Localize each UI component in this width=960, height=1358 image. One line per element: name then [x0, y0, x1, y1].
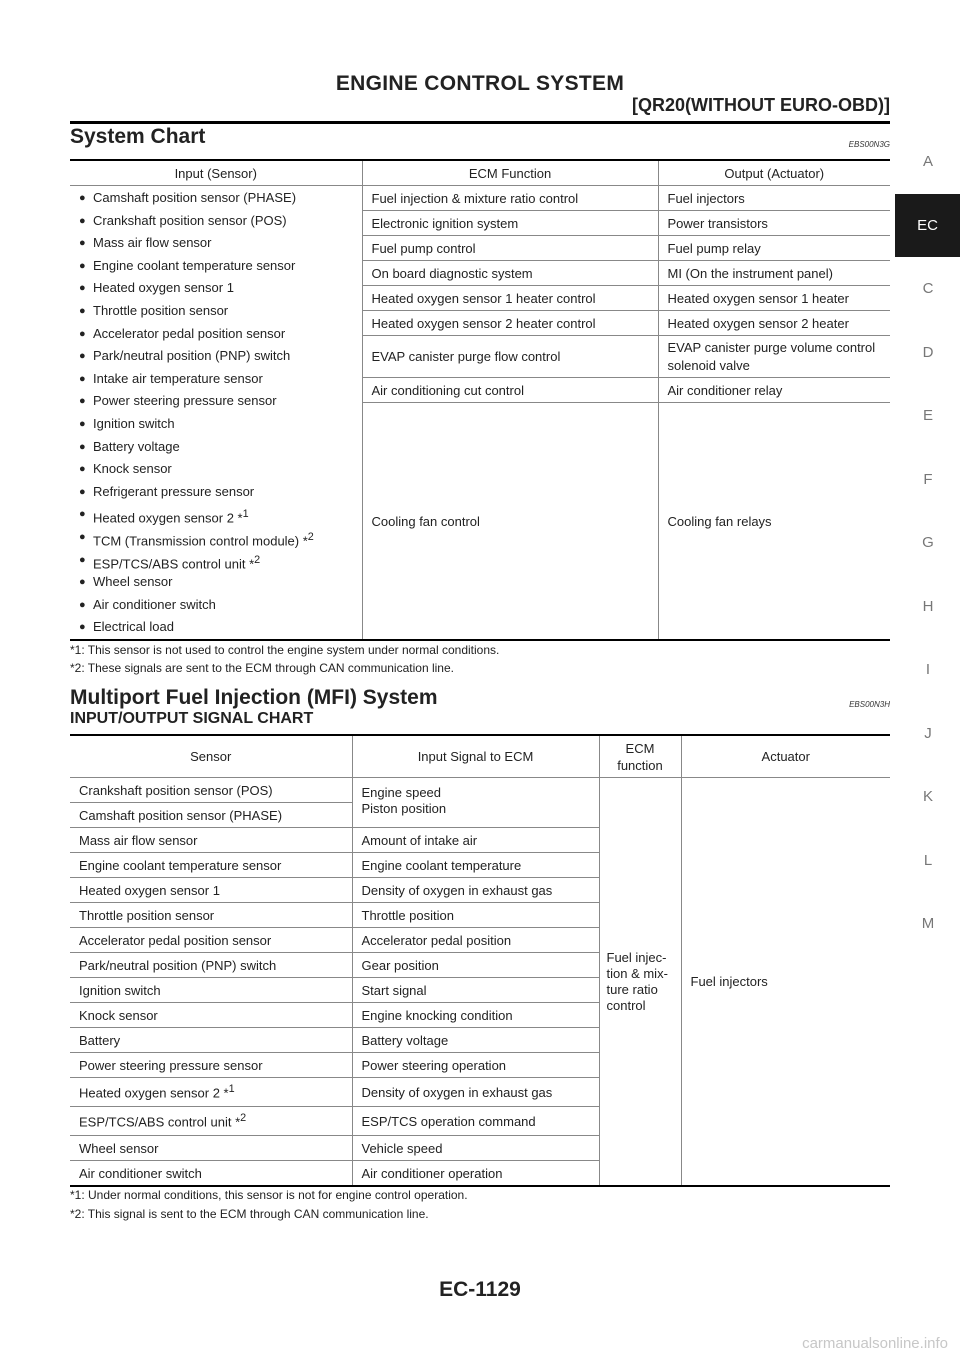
footnote-ref: 2: [240, 1112, 247, 1125]
sensor-cell: ESP/TCS/ABS control unit *$^2$: [70, 1107, 352, 1136]
nav-item-a[interactable]: A: [922, 153, 933, 170]
sensor-cell: Heated oxygen sensor 2 *$^1$: [70, 1078, 352, 1107]
nav-item-k[interactable]: K: [922, 788, 933, 805]
nav-item-g[interactable]: G: [922, 534, 934, 551]
signal-cell: Throttle position: [352, 903, 599, 928]
sensor-cell: Accelerator pedal position sensor: [70, 928, 352, 953]
nav-item-f[interactable]: F: [923, 470, 933, 488]
sensor-cell: Ignition switch: [70, 978, 352, 1003]
table-header-row: [70, 160, 890, 186]
nav-item-h[interactable]: H: [922, 597, 934, 615]
signal-cell: Vehicle speed: [352, 1136, 599, 1161]
nav-item-c[interactable]: C: [922, 280, 934, 297]
output-cell: Heated oxygen sensor 1 heater: [658, 286, 890, 311]
list-item: ● Heated oxygen sensor 2 *$^1$: [79, 503, 353, 526]
signal-cell: Density of oxygen in exhaust gas: [352, 1078, 599, 1107]
ecm-function-cell: EVAP canister purge flow control: [362, 336, 658, 378]
sensor-cell: Park/neutral position (PNP) switch: [70, 953, 352, 978]
ecm-function-cell: Heated oxygen sensor 2 heater control: [362, 311, 658, 336]
output-cell: Air conditioner relay: [658, 378, 890, 403]
footnote: *2: These signals are sent to the ECM through CAN communication line.: [70, 661, 454, 675]
list-item: ● Throttle position sensor: [79, 300, 353, 323]
footnote-ref: 2: [307, 530, 314, 543]
signal-cell: Amount of intake air: [352, 828, 599, 853]
page-subtitle: [QR20(WITHOUT EURO-OBD)]: [632, 95, 890, 115]
ecm-function-cell: Cooling fan control: [362, 403, 658, 641]
system-chart-title: System Chart: [70, 125, 206, 148]
list-item: ● Crankshaft position sensor (POS): [79, 210, 353, 233]
footnote-ref: 1: [228, 1083, 235, 1096]
mfi-section-code: EBS00N3H: [849, 700, 890, 709]
page-header: [0, 72, 960, 96]
nav-item-m[interactable]: M: [921, 915, 935, 932]
output-cell: Fuel injectors: [658, 186, 890, 211]
sensor-cell: Mass air flow sensor: [70, 828, 352, 853]
output-cell: Power transistors: [658, 211, 890, 236]
list-item: ● Heated oxygen sensor 1: [79, 277, 353, 300]
table-header-row: [70, 735, 890, 778]
footnote-ref: 1: [242, 508, 249, 521]
output-cell: EVAP canister purge volume control solenoid valve: [658, 336, 890, 378]
list-item: ● Engine coolant temperature sensor: [79, 255, 353, 278]
signal-cell: Air conditioner operation: [352, 1161, 599, 1187]
ecm-function-cell: Fuel pump control: [362, 236, 658, 261]
list-item: ● Refrigerant pressure sensor: [79, 481, 353, 504]
ecm-function-cell: Electronic ignition system: [362, 211, 658, 236]
list-item: ● Wheel sensor: [79, 571, 353, 594]
sensor-cell: Battery: [70, 1028, 352, 1053]
page-title: ENGINE CONTROL SYSTEM: [335, 72, 625, 95]
list-item: ● Power steering pressure sensor: [79, 390, 353, 413]
sensor-cell: Knock sensor: [70, 1003, 352, 1028]
mfi-subtitle: INPUT/OUTPUT SIGNAL CHART: [70, 710, 314, 727]
list-item: ● Ignition switch: [79, 413, 353, 436]
footnote: *2: This signal is sent to the ECM through CAN communication line.: [70, 1207, 429, 1221]
signal-cell: ESP/TCS operation command: [352, 1107, 599, 1136]
column-header: Input Signal to ECM: [352, 735, 599, 778]
output-cell: Cooling fan relays: [658, 403, 890, 641]
signal-cell: Start signal: [352, 978, 599, 1003]
list-item: ● Battery voltage: [79, 436, 353, 459]
ecm-function-cell: Fuel injection & mixture ratio control: [362, 186, 658, 211]
sensor-cell: Air conditioner switch: [70, 1161, 352, 1187]
column-header: Sensor: [70, 735, 352, 778]
input-sensor-cell: [70, 186, 362, 641]
ecm-function-cell: Fuel injec- tion & mix- ture ratio control: [599, 778, 681, 1187]
column-header: Output (Actuator): [658, 160, 890, 186]
signal-cell: Accelerator pedal position: [352, 928, 599, 953]
ecm-function-cell: Air conditioning cut control: [362, 378, 658, 403]
sensor-cell: Crankshaft position sensor (POS): [70, 778, 352, 803]
page-number: EC-1129: [439, 1278, 521, 1301]
list-item: ● Mass air flow sensor: [79, 232, 353, 255]
signal-cell: Engine coolant temperature: [352, 853, 599, 878]
header-rule: [70, 121, 890, 124]
list-item: ● Park/neutral position (PNP) switch: [79, 345, 353, 368]
list-item: ● Knock sensor: [79, 458, 353, 481]
sensor-cell: Engine coolant temperature sensor: [70, 853, 352, 878]
table-row: [70, 778, 890, 803]
sensor-cell: Camshaft position sensor (PHASE): [70, 803, 352, 828]
list-item: ● Intake air temperature sensor: [79, 368, 353, 391]
nav-item-e[interactable]: E: [922, 407, 933, 424]
io-signal-table: [70, 734, 890, 1187]
list-item: ● ESP/TCS/ABS control unit *$^2$: [79, 549, 353, 572]
footnote-ref: 2: [254, 553, 261, 566]
sensor-cell: Power steering pressure sensor: [70, 1053, 352, 1078]
signal-cell: Battery voltage: [352, 1028, 599, 1053]
signal-cell: Engine speed Piston position: [352, 778, 599, 828]
list-item: ● Electrical load: [79, 616, 353, 639]
list-item: ● Air conditioner switch: [79, 594, 353, 617]
actuator-cell: Fuel injectors: [681, 778, 890, 1187]
column-header: Actuator: [681, 735, 890, 778]
column-header: ECM Function: [362, 160, 658, 186]
footnote: *1: Under normal conditions, this sensor is not for engine control operation.: [70, 1188, 468, 1202]
table-row: [70, 186, 890, 211]
sensor-cell: Heated oxygen sensor 1: [70, 878, 352, 903]
section-index-nav: [896, 130, 960, 956]
list-item: ● TCM (Transmission control module) *$^2$: [79, 526, 353, 549]
signal-cell: Power steering operation: [352, 1053, 599, 1078]
signal-cell: Engine knocking condition: [352, 1003, 599, 1028]
watermark: carmanualsonline.info: [802, 1335, 948, 1352]
system-chart-code: EBS00N3G: [848, 140, 890, 149]
sensor-cell: Wheel sensor: [70, 1136, 352, 1161]
ecm-function-cell: On board diagnostic system: [362, 261, 658, 286]
list-item: ● Camshaft position sensor (PHASE): [79, 187, 353, 210]
output-cell: Heated oxygen sensor 2 heater: [658, 311, 890, 336]
footnote: *1: This sensor is not used to control the engine system under normal conditions.: [70, 643, 500, 657]
output-cell: MI (On the instrument panel): [658, 261, 890, 286]
system-chart-table: [70, 159, 890, 641]
signal-cell: Density of oxygen in exhaust gas: [352, 878, 599, 903]
nav-item-ec[interactable]: EC: [895, 194, 960, 258]
nav-item-d[interactable]: D: [922, 343, 934, 361]
input-sensor-list: [79, 187, 353, 639]
signal-cell: Gear position: [352, 953, 599, 978]
column-header: Input (Sensor): [70, 160, 362, 186]
nav-item-j[interactable]: J: [924, 724, 932, 742]
mfi-section-title: Multiport Fuel Injection (MFI) System: [70, 686, 438, 709]
ecm-function-cell: Heated oxygen sensor 1 heater control: [362, 286, 658, 311]
output-cell: Fuel pump relay: [658, 236, 890, 261]
nav-item-l[interactable]: L: [923, 851, 933, 869]
column-header: ECM function: [599, 735, 681, 778]
sensor-cell: Throttle position sensor: [70, 903, 352, 928]
list-item: ● Accelerator pedal position sensor: [79, 323, 353, 346]
nav-item-i[interactable]: I: [925, 661, 931, 678]
